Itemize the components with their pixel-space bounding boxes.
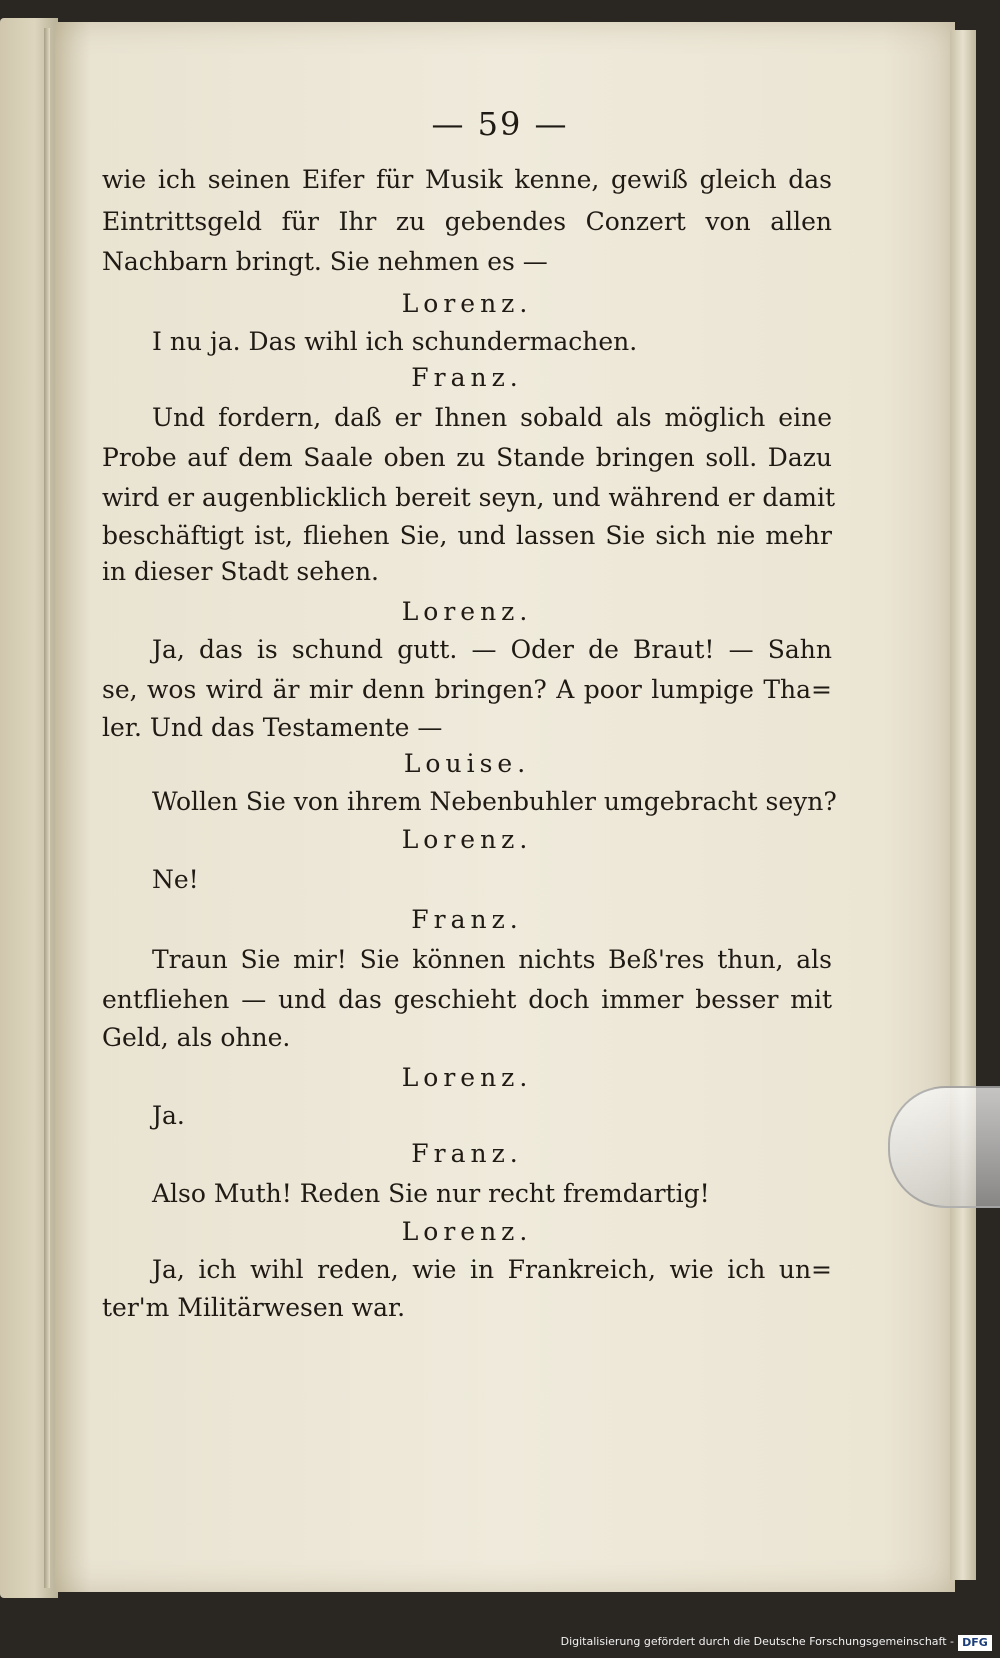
speaker-name: Lorenz.: [401, 597, 533, 626]
speaker-name: Franz.: [411, 1139, 523, 1168]
text-line: Nachbarn bringt. Sie nehmen es —: [102, 247, 548, 276]
speaker-name: Lorenz.: [401, 1063, 533, 1092]
text-line: in dieser Stadt sehen.: [102, 557, 380, 586]
speaker-name: Louise.: [403, 749, 531, 778]
text-line: Probe auf dem Saale oben zu Stande bringen soll. Dazu: [102, 443, 832, 472]
text-line: ter'm Militärwesen war.: [102, 1293, 406, 1322]
text-line: Geld, als ohne.: [102, 1023, 291, 1052]
left-page-edge: [0, 18, 58, 1598]
text-line: Ja, das is schund gutt. — Oder de Braut! — Sahn: [152, 635, 832, 664]
speaker-name: Lorenz.: [401, 289, 533, 318]
text-line: Wollen Sie von ihrem Nebenbuhler umgebracht seyn?: [152, 787, 837, 816]
text-line: Ne!: [152, 865, 199, 894]
text-line: Also Muth! Reden Sie nur recht fremdartig!: [152, 1179, 710, 1208]
page-stack-edge: [950, 30, 976, 1580]
text-line: Eintrittsgeld für Ihr zu gebendes Conzert von allen: [102, 207, 832, 236]
text-line: ler. Und das Testamente —: [102, 713, 443, 742]
text-line: Ja, ich wihl reden, wie in Frankreich, wie ich un=: [152, 1255, 832, 1284]
dfg-logo: DFG: [958, 1635, 992, 1651]
text-line: Ja.: [152, 1101, 185, 1130]
speaker-name: Lorenz.: [401, 825, 533, 854]
binding-edge: [44, 28, 50, 1588]
text-line: Traun Sie mir! Sie können nichts Beß'res thun, als: [152, 945, 832, 974]
digitization-credit: Digitalisierung gefördert durch die Deutsche Forschungsgemeinschaft -: [560, 1635, 954, 1648]
text-line: se, wos wird är mir denn bringen? A poor lumpige Tha=: [102, 675, 832, 704]
text-line: entfliehen — und das geschieht doch immer besser mit: [102, 985, 832, 1014]
text-line: Und fordern, daß er Ihnen sobald als möglich eine: [152, 403, 832, 432]
page-clip: [888, 1086, 1000, 1208]
speaker-name: Franz.: [411, 905, 523, 934]
text-line: wie ich seinen Eifer für Musik kenne, gewiß gleich das: [102, 165, 832, 194]
page-number: — 59 —: [431, 105, 569, 143]
text-line: I nu ja. Das wihl ich schundermachen.: [152, 327, 638, 356]
speaker-name: Lorenz.: [401, 1217, 533, 1246]
speaker-name: Franz.: [411, 363, 523, 392]
text-line: beschäftigt ist, fliehen Sie, und lassen Sie sich nie mehr: [102, 521, 832, 550]
text-line: wird er augenblicklich bereit seyn, und während er damit: [102, 483, 836, 512]
